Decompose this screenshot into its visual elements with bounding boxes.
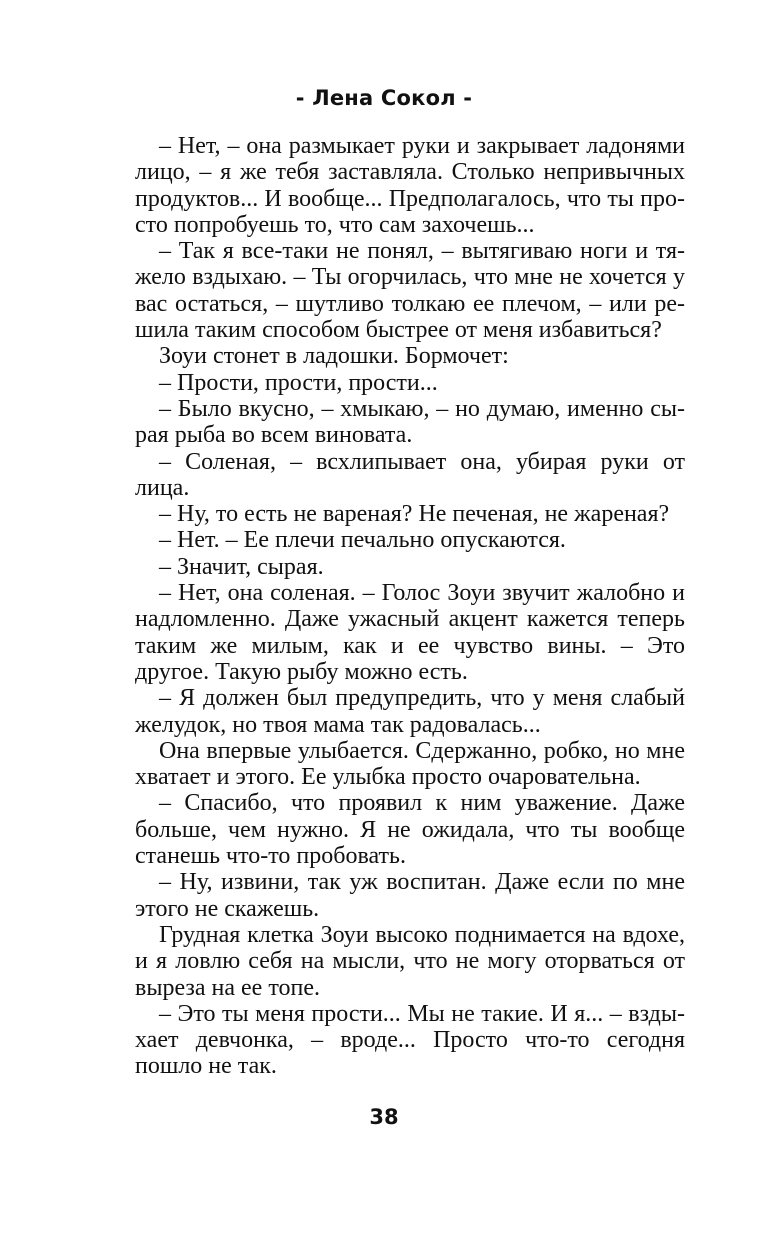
paragraph: – Было вкусно, – хмыкаю, – но думаю, именно сырая рыба во всем виновата. <box>135 395 685 449</box>
paragraph: – Я должен был предупредить, что у меня слабый желудок, но твоя мама так радовалась... <box>135 685 685 738</box>
paragraph: – Соленая, – всхлипывает она, убирая руки от лица. <box>135 448 685 501</box>
paragraph: – Это ты меня прости... Мы не такие. И я... – вздыхает девчонка, – вроде... Просто что-то сегодня пошло не так. <box>135 1000 685 1080</box>
paragraph: Она впервые улыбается. Сдержанно, робко, но мне хватает и этого. Ее улыбка просто очаровательна. <box>135 737 685 791</box>
paragraph: – Значит, сырая. <box>159 553 324 580</box>
paragraph: – Прости, прости, прости... <box>159 369 438 396</box>
paragraph: Грудная клетка Зоуи высоко поднимается на вдохе, и я ловлю себя на мысли, что не могу оторваться от выреза на ее топе. <box>135 921 685 1001</box>
paragraph: – Спасибо, что проявил к ним уважение. Даже больше, чем нужно. Я не ожидала, что ты вообще станешь что-то пробовать. <box>135 790 685 870</box>
paragraph: – Так я все-таки не понял, – вытягиваю ноги и тяжело вздыхаю. – Ты огорчилась, что мне не хочется у вас остаться, – шутливо толкаю ее плечом, – или решила таким способом быстрее от меня избавиться? <box>135 238 685 344</box>
running-head-author: - Лена Сокол - <box>295 86 473 110</box>
page-number: 38 <box>369 1105 399 1129</box>
paragraph: – Нет, она соленая. – Голос Зоуи звучит жалобно и надломленно. Даже ужасный акцент кажется теперь таким же милым, как и ее чувство вины. – Это другое. Такую рыбу можно есть. <box>135 580 685 685</box>
paragraph: Зоуи стонет в ладошки. Бормочет: <box>159 343 509 370</box>
paragraph: – Ну, извини, так уж воспитан. Даже если по мне этого не скажешь. <box>135 869 685 922</box>
paragraph: – Нет. – Ее плечи печально опускаются. <box>159 527 566 554</box>
body-text <box>135 133 685 1080</box>
paragraph: – Ну, то есть не вареная? Не печеная, не жареная? <box>159 501 670 528</box>
paragraph: – Нет, – она размыкает руки и закрывает ладонями лицо, – я же тебя заставляла. Столько непривычных продуктов... И вообще... Предполагалось, что ты просто попробуешь то, что сам захочешь... <box>135 133 685 238</box>
